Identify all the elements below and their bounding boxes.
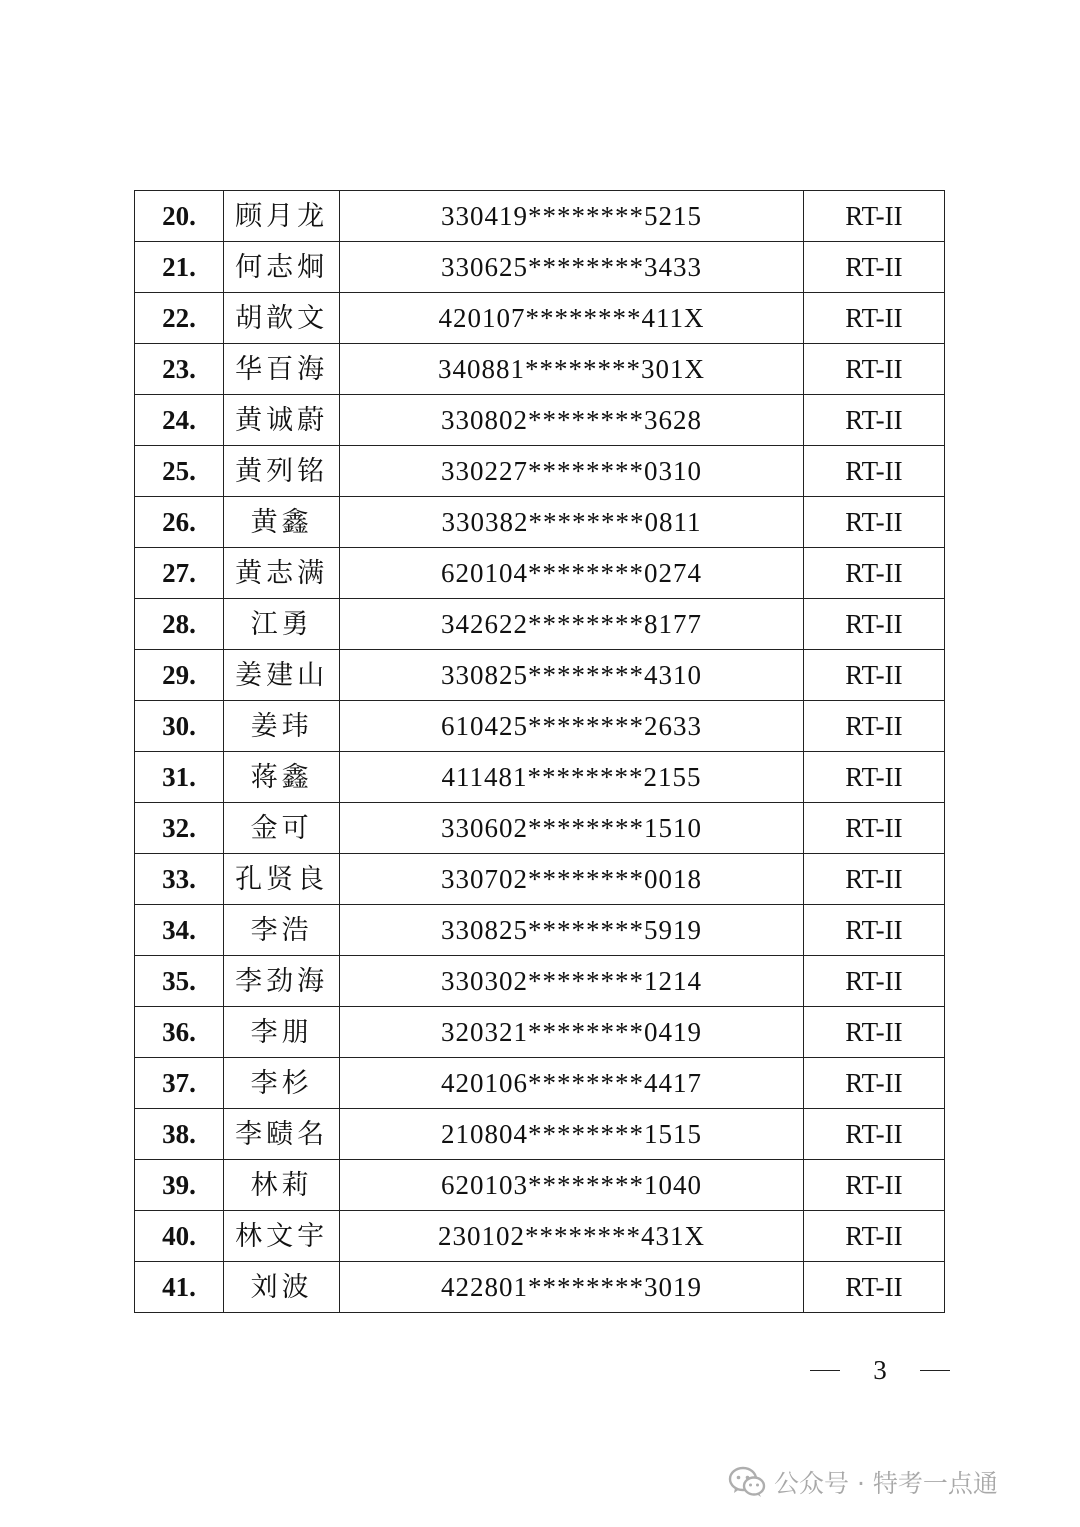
- table-row: [135, 701, 945, 752]
- row-number-cell: 22.: [135, 293, 224, 344]
- name-cell: 孔贤良: [224, 854, 340, 905]
- id-number-cell: 230102********431X: [340, 1211, 804, 1262]
- candidate-table-body: [135, 191, 945, 1313]
- table-row: [135, 1211, 945, 1262]
- category-cell: RT-II: [803, 548, 944, 599]
- name-cell: 胡歆文: [224, 293, 340, 344]
- name-cell: 蒋鑫: [224, 752, 340, 803]
- name-cell: 黄鑫: [224, 497, 340, 548]
- table-row: [135, 1109, 945, 1160]
- table-row: [135, 752, 945, 803]
- row-number-cell: 23.: [135, 344, 224, 395]
- id-number-cell: 330825********5919: [340, 905, 804, 956]
- name-cell: 李劲海: [224, 956, 340, 1007]
- table-row: [135, 1262, 945, 1313]
- category-cell: RT-II: [803, 599, 944, 650]
- table-row: [135, 956, 945, 1007]
- category-cell: RT-II: [803, 752, 944, 803]
- id-number-cell: 330702********0018: [340, 854, 804, 905]
- id-number-cell: 620104********0274: [340, 548, 804, 599]
- category-cell: RT-II: [803, 191, 944, 242]
- name-cell: 黄志满: [224, 548, 340, 599]
- id-number-cell: 411481********2155: [340, 752, 804, 803]
- id-number-cell: 330419********5215: [340, 191, 804, 242]
- name-cell: 顾月龙: [224, 191, 340, 242]
- id-number-cell: 330802********3628: [340, 395, 804, 446]
- name-cell: 姜玮: [224, 701, 340, 752]
- row-number-cell: 41.: [135, 1262, 224, 1313]
- category-cell: RT-II: [803, 803, 944, 854]
- name-cell: 何志炯: [224, 242, 340, 293]
- table-row: [135, 905, 945, 956]
- row-number-cell: 33.: [135, 854, 224, 905]
- table-row: [135, 1007, 945, 1058]
- category-cell: RT-II: [803, 344, 944, 395]
- id-number-cell: 330625********3433: [340, 242, 804, 293]
- row-number-cell: 36.: [135, 1007, 224, 1058]
- id-number-cell: 330602********1510: [340, 803, 804, 854]
- table-row: [135, 650, 945, 701]
- id-number-cell: 342622********8177: [340, 599, 804, 650]
- category-cell: RT-II: [803, 956, 944, 1007]
- page-number: [810, 1352, 950, 1388]
- id-number-cell: 330227********0310: [340, 446, 804, 497]
- row-number-cell: 25.: [135, 446, 224, 497]
- row-number-cell: 39.: [135, 1160, 224, 1211]
- name-cell: 刘波: [224, 1262, 340, 1313]
- category-cell: RT-II: [803, 446, 944, 497]
- row-number-cell: 20.: [135, 191, 224, 242]
- category-cell: RT-II: [803, 242, 944, 293]
- row-number-cell: 38.: [135, 1109, 224, 1160]
- category-cell: RT-II: [803, 1109, 944, 1160]
- name-cell: 金可: [224, 803, 340, 854]
- page-number-value: 3: [873, 1354, 887, 1385]
- page-number-left-dash: [810, 1370, 840, 1371]
- row-number-cell: 28.: [135, 599, 224, 650]
- watermark-text: 公众号 · 特考一点通: [774, 1469, 998, 1498]
- id-number-cell: 420106********4417: [340, 1058, 804, 1109]
- name-cell: 江勇: [224, 599, 340, 650]
- category-cell: RT-II: [803, 1211, 944, 1262]
- table-row: [135, 446, 945, 497]
- category-cell: RT-II: [803, 905, 944, 956]
- category-cell: RT-II: [803, 1007, 944, 1058]
- table-row: [135, 293, 945, 344]
- row-number-cell: 21.: [135, 242, 224, 293]
- row-number-cell: 40.: [135, 1211, 224, 1262]
- category-cell: RT-II: [803, 395, 944, 446]
- table-row: [135, 1058, 945, 1109]
- name-cell: 林莉: [224, 1160, 340, 1211]
- row-number-cell: 26.: [135, 497, 224, 548]
- row-number-cell: 29.: [135, 650, 224, 701]
- row-number-cell: 31.: [135, 752, 224, 803]
- category-cell: RT-II: [803, 701, 944, 752]
- table-row: [135, 548, 945, 599]
- table-row: [135, 344, 945, 395]
- category-cell: RT-II: [803, 650, 944, 701]
- table-row: [135, 1160, 945, 1211]
- category-cell: RT-II: [803, 1058, 944, 1109]
- table-row: [135, 497, 945, 548]
- category-cell: RT-II: [803, 854, 944, 905]
- name-cell: 姜建山: [224, 650, 340, 701]
- name-cell: 李杉: [224, 1058, 340, 1109]
- id-number-cell: 320321********0419: [340, 1007, 804, 1058]
- name-cell: 李浩: [224, 905, 340, 956]
- category-cell: RT-II: [803, 497, 944, 548]
- wechat-icon: [728, 1466, 766, 1498]
- category-cell: RT-II: [803, 1160, 944, 1211]
- id-number-cell: 330382********0811: [340, 497, 804, 548]
- id-number-cell: 422801********3019: [340, 1262, 804, 1313]
- id-number-cell: 210804********1515: [340, 1109, 804, 1160]
- name-cell: 黄诚蔚: [224, 395, 340, 446]
- row-number-cell: 37.: [135, 1058, 224, 1109]
- id-number-cell: 340881********301X: [340, 344, 804, 395]
- id-number-cell: 330302********1214: [340, 956, 804, 1007]
- row-number-cell: 27.: [135, 548, 224, 599]
- row-number-cell: 35.: [135, 956, 224, 1007]
- id-number-cell: 330825********4310: [340, 650, 804, 701]
- row-number-cell: 32.: [135, 803, 224, 854]
- table-row: [135, 191, 945, 242]
- candidate-table: [134, 190, 945, 1313]
- row-number-cell: 30.: [135, 701, 224, 752]
- id-number-cell: 620103********1040: [340, 1160, 804, 1211]
- name-cell: 华百海: [224, 344, 340, 395]
- table-row: [135, 395, 945, 446]
- table-row: [135, 242, 945, 293]
- name-cell: 李朋: [224, 1007, 340, 1058]
- id-number-cell: 420107********411X: [340, 293, 804, 344]
- name-cell: 李赜名: [224, 1109, 340, 1160]
- table-row: [135, 599, 945, 650]
- name-cell: 林文宇: [224, 1211, 340, 1262]
- category-cell: RT-II: [803, 1262, 944, 1313]
- category-cell: RT-II: [803, 293, 944, 344]
- row-number-cell: 34.: [135, 905, 224, 956]
- id-number-cell: 610425********2633: [340, 701, 804, 752]
- table-row: [135, 854, 945, 905]
- row-number-cell: 24.: [135, 395, 224, 446]
- name-cell: 黄列铭: [224, 446, 340, 497]
- watermark: [728, 1462, 998, 1502]
- table-row: [135, 803, 945, 854]
- page-number-right-dash: [920, 1370, 950, 1371]
